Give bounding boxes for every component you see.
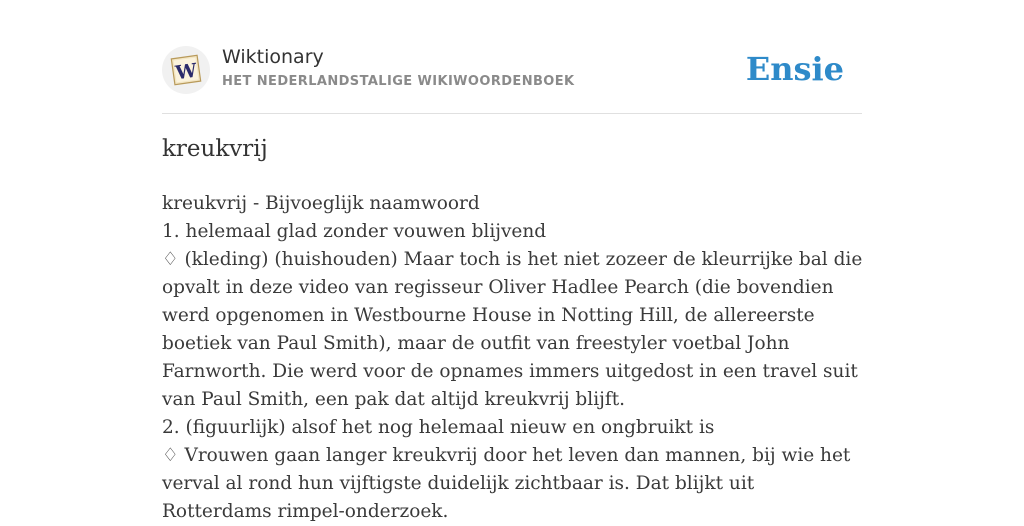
example-2: ♢ Vrouwen gaan langer kreukvrij door het leven dan mannen, bij wie het verval al rond hun vijftigste duidelijk zichtbaar is. Dat blijkt uit Rotterdams rimpel-onderzoek. bbox=[162, 445, 851, 522]
example-1: ♢ (kleding) (huishouden) Maar toch is het niet zozeer de kleurrijke bal die opvalt in deze video van regisseur Oliver Hadlee Pearch (die bovendien werd opgenomen in Westbourne House in Notting Hill, de allereerste boetiek van Paul Smith), maar de outfit van freestyler voetbal John Farnworth. Die werd voor de opnames immers uitgedost in een travel suit van Paul Smith, een pak dat altijd kreukvrij blijft. bbox=[162, 249, 863, 410]
site-header bbox=[162, 44, 862, 100]
entry-heading: kreukvrij - Bijvoeglijk naamwoord bbox=[162, 193, 480, 214]
header-divider bbox=[162, 113, 862, 114]
entry-content bbox=[162, 190, 867, 526]
svg-text:W: W bbox=[174, 59, 199, 85]
site-subtitle: HET NEDERLANDSTALIGE WIKIWOORDENBOEK bbox=[222, 74, 575, 89]
site-name[interactable]: Wiktionary bbox=[222, 46, 324, 68]
ensie-logo[interactable]: Ensie bbox=[745, 50, 844, 88]
definition-2: 2. (figuurlijk) alsof het nog helemaal nieuw en ongbruikt is bbox=[162, 417, 715, 438]
wiktionary-logo-icon[interactable] bbox=[162, 46, 210, 94]
definition-1: 1. helemaal glad zonder vouwen blijvend bbox=[162, 221, 547, 242]
page-title: kreukvrij bbox=[162, 136, 268, 162]
